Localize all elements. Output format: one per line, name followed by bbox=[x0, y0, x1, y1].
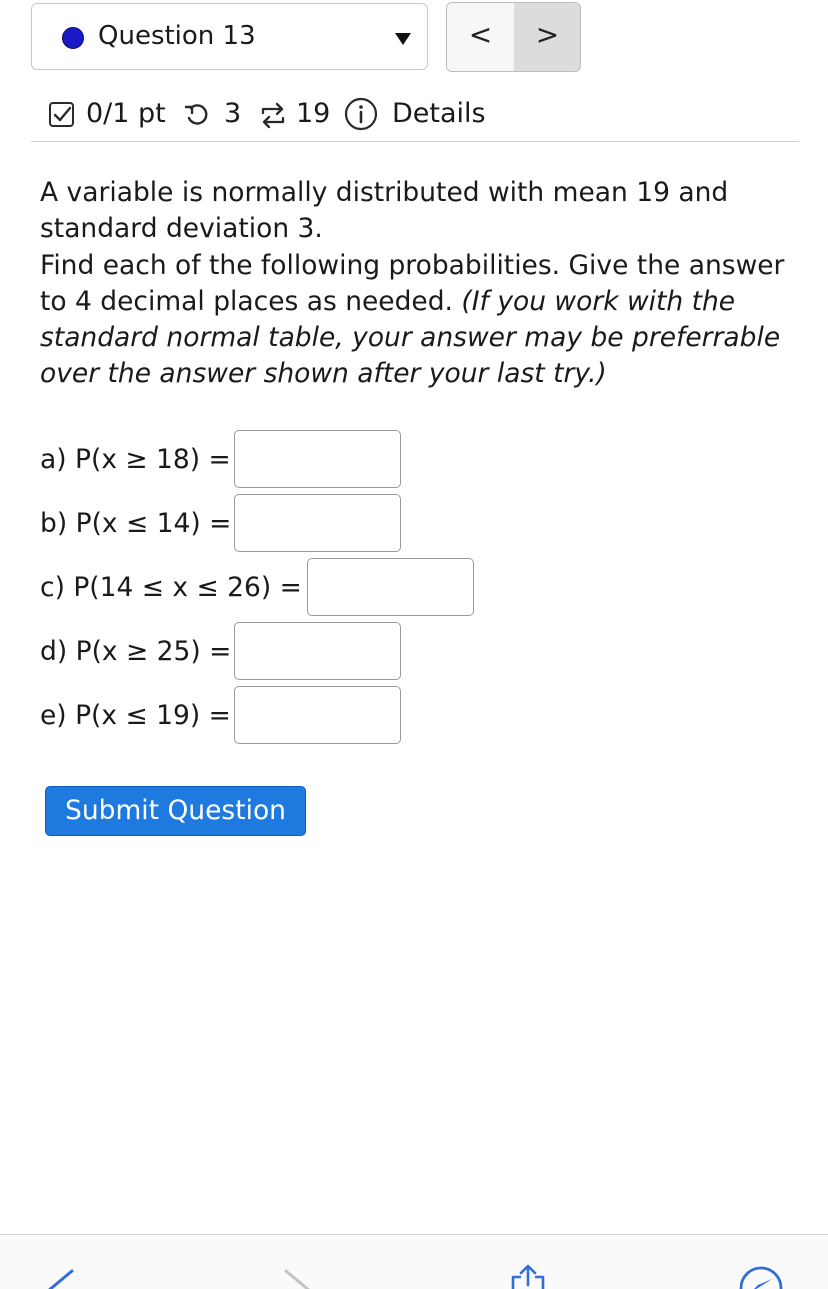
browser-toolbar bbox=[0, 1234, 828, 1289]
share-icon[interactable] bbox=[508, 1263, 548, 1289]
previous-question-button[interactable]: < bbox=[447, 3, 515, 71]
attempts-count: 19 bbox=[296, 98, 331, 129]
part-b-answer-input[interactable] bbox=[234, 494, 401, 552]
repeat-icon bbox=[258, 102, 288, 129]
part-e-answer-input[interactable] bbox=[234, 686, 401, 744]
part-b-label: b) P(x ≤ 14) = bbox=[40, 508, 232, 539]
details-link[interactable]: Details bbox=[392, 98, 486, 129]
info-icon[interactable] bbox=[344, 97, 378, 131]
retry-icon bbox=[184, 102, 210, 128]
part-d-answer-input[interactable] bbox=[234, 622, 401, 680]
submit-question-button[interactable]: Submit Question bbox=[45, 786, 306, 836]
part-c-label: c) P(14 ≤ x ≤ 26) = bbox=[40, 572, 302, 603]
retries-count: 3 bbox=[224, 98, 242, 129]
checkbox-icon bbox=[48, 101, 75, 128]
part-a-label: a) P(x ≥ 18) = bbox=[40, 444, 231, 475]
compass-icon[interactable] bbox=[738, 1263, 784, 1289]
part-c-answer-input[interactable] bbox=[307, 558, 474, 616]
instructions-text: Find each of the following probabilities. Give the answer to 4 decimal places as needed. bbox=[40, 250, 785, 317]
question-selector-label: Question 13 bbox=[98, 21, 256, 51]
forward-arrow-icon[interactable] bbox=[282, 1269, 318, 1289]
status-dot bbox=[62, 27, 84, 49]
part-a-answer-input[interactable] bbox=[234, 430, 401, 488]
question-selector[interactable] bbox=[31, 3, 428, 70]
back-arrow-icon[interactable] bbox=[40, 1269, 76, 1289]
dropdown-caret-icon bbox=[395, 33, 411, 45]
part-d-label: d) P(x ≥ 25) = bbox=[40, 636, 232, 667]
question-instructions bbox=[40, 248, 800, 392]
next-question-button[interactable]: > bbox=[514, 3, 581, 71]
question-nav bbox=[446, 2, 581, 72]
points-text: 0/1 pt bbox=[86, 98, 166, 129]
part-e-label: e) P(x ≤ 19) = bbox=[40, 700, 231, 731]
instructions-note: (If you work with the standard normal table, your answer may be preferrable over the answer shown after your last try.) bbox=[40, 286, 781, 389]
question-intro: A variable is normally distributed with mean 19 and standard deviation 3. bbox=[40, 177, 729, 244]
divider bbox=[31, 141, 799, 142]
